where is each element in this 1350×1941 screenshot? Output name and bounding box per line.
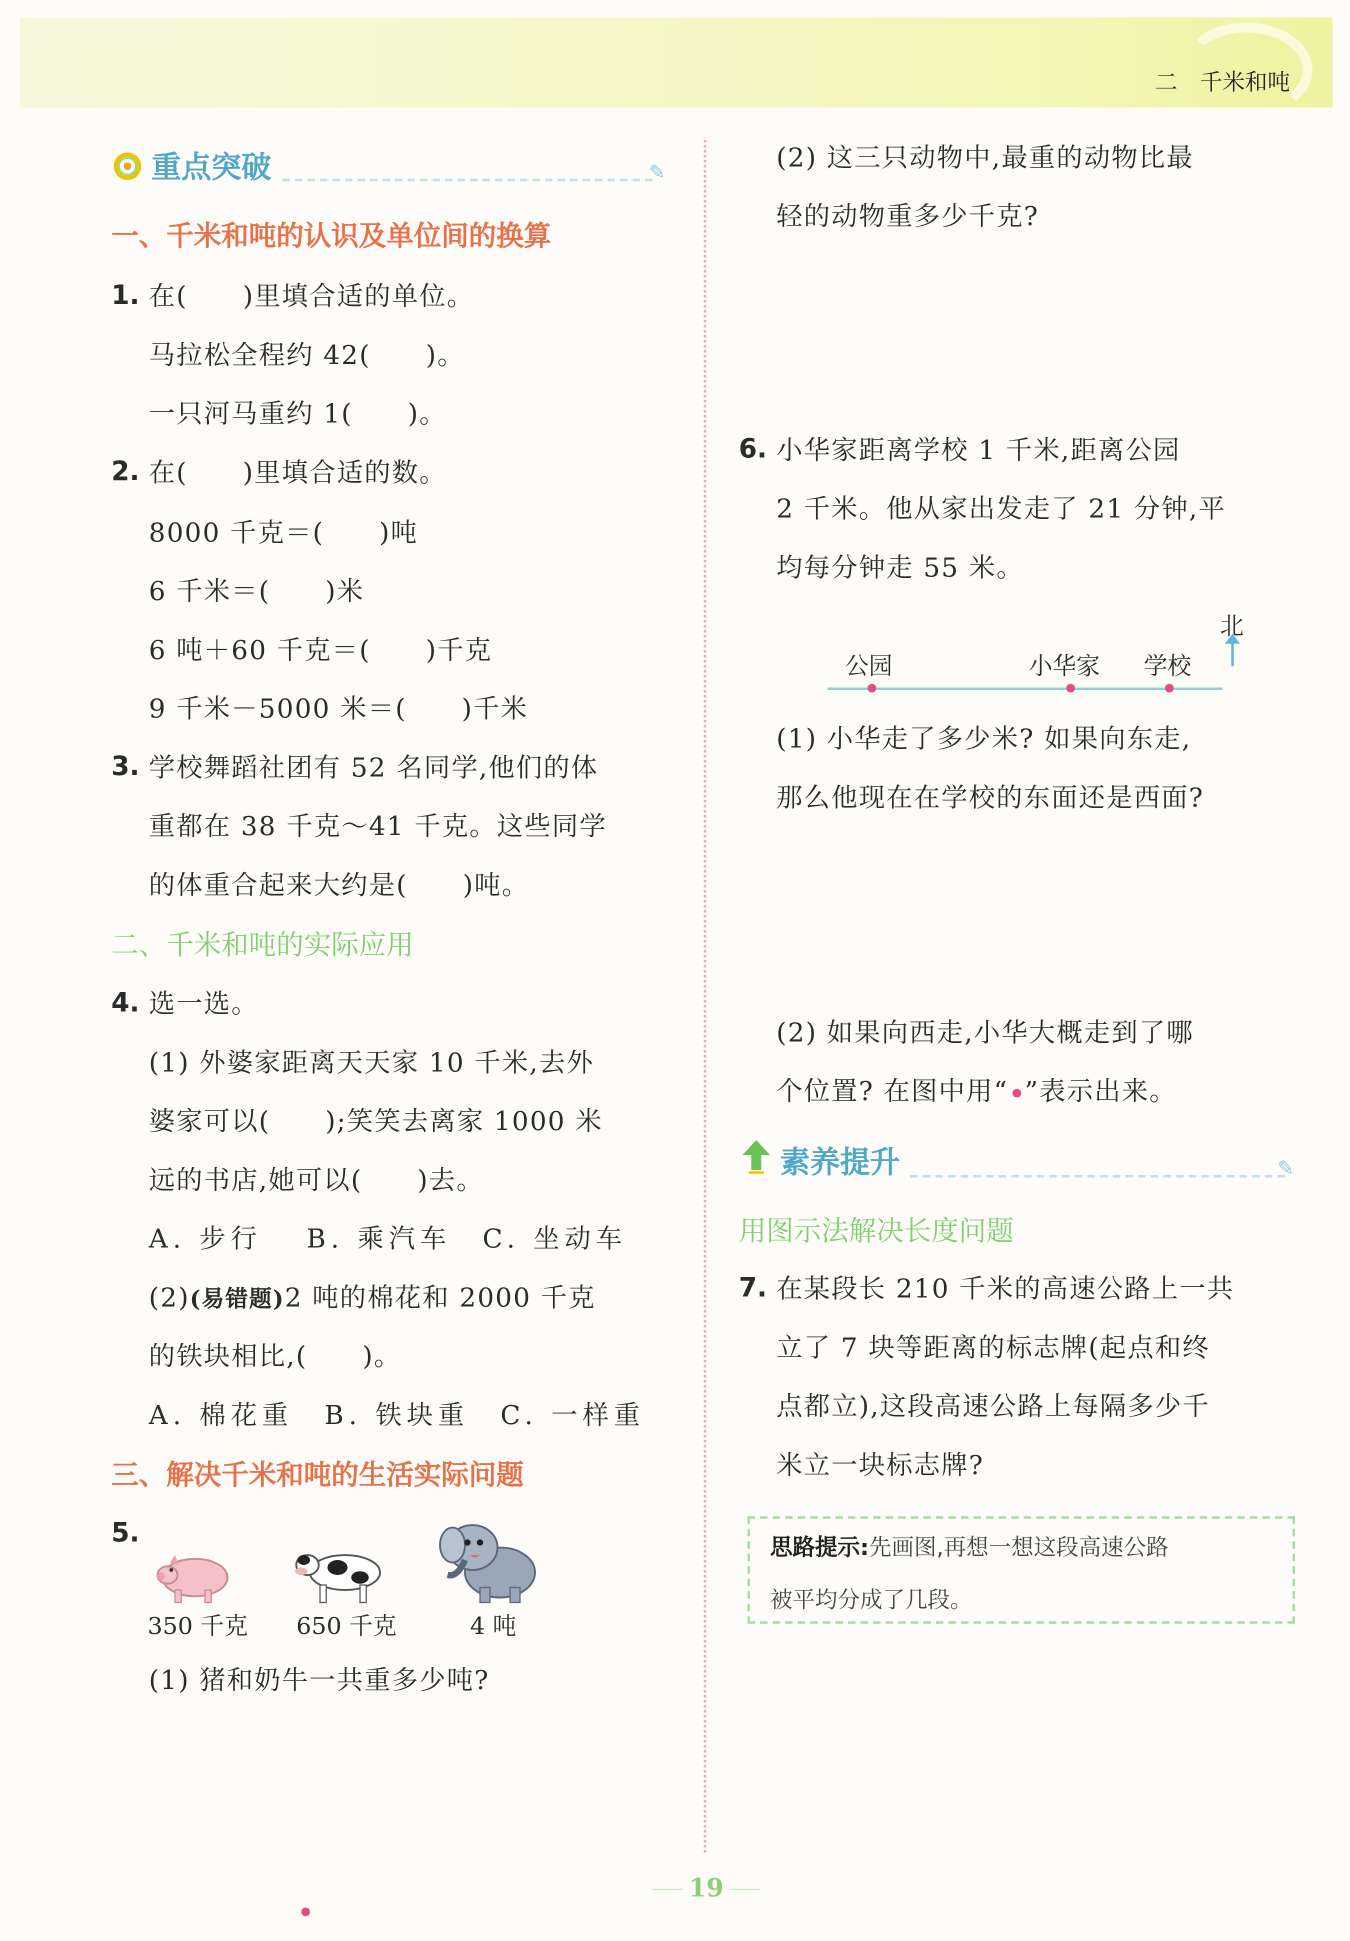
map-label-home: 小华家: [1028, 652, 1101, 680]
target-icon: [114, 153, 142, 181]
q5-part2-line-1: (2) 这三只动物中,最重的动物比最: [776, 142, 1194, 173]
question-number-2: 2.: [111, 456, 140, 487]
q3-line-1: 学校舞蹈社团有 52 名同学,他们的体: [148, 752, 599, 783]
map-dot-school: [1165, 684, 1174, 693]
q6-line-3: 均每分钟走 55 米。: [776, 552, 1024, 583]
q7-line-2: 立了 7 块等距离的标志牌(起点和终: [776, 1332, 1210, 1363]
question-number-1: 1.: [111, 280, 140, 310]
error-prone-tag: (易错题): [189, 1286, 285, 1313]
cow-icon: [293, 1540, 388, 1608]
pencil-icon: ✎: [648, 160, 666, 184]
subheading-2: 二、千米和吨的实际应用: [111, 930, 414, 962]
q6-line-1: 小华家距离学校 1 千米,距离公园: [776, 435, 1181, 465]
q7-line-3: 点都立),这段高速公路上每隔多少千: [776, 1391, 1210, 1422]
q6-part2-line-2: [776, 1071, 1177, 1109]
header-banner: [20, 18, 1333, 108]
q1-stem: 在( )里填合适的单位。: [148, 281, 475, 312]
elephant-icon: [438, 1515, 543, 1608]
question-number-4: 4.: [111, 987, 140, 1018]
q4-part1-line-1: (1) 外婆家距离天天家 10 千米,去外: [148, 1047, 594, 1078]
q2-item-d: 9 千米－5000 米＝( )千米: [148, 693, 529, 724]
q6-part1-line-1: (1) 小华走了多少米? 如果向东走,: [776, 723, 1192, 754]
question-number-5: 5.: [111, 1517, 140, 1548]
q1-item-a: 马拉松全程约 42( )。: [148, 340, 465, 370]
q3-line-2: 重都在 38 千克～41 千克。这些同学: [148, 811, 607, 842]
section-title-underline: [283, 179, 653, 182]
q4-part1-options: A. 步行 B. 乘汽车 C. 坐动车: [148, 1223, 628, 1254]
q5-part2-line-2: 轻的动物重多少千克?: [776, 201, 1040, 232]
marker-dot-icon: [1012, 1089, 1021, 1098]
q2-item-a: 8000 千克＝( )吨: [148, 517, 419, 548]
q4-part1-line-3: 远的书店,她可以( )去。: [148, 1165, 484, 1195]
q3-line-3: 的体重合起来大约是( )吨。: [148, 870, 530, 900]
map-label-school: 学校: [1143, 652, 1192, 680]
page-number-rule-right: [730, 1889, 760, 1890]
pig-weight: 350 千克: [147, 1612, 248, 1640]
q7-line-4: 米立一块标志牌?: [776, 1450, 985, 1480]
section-title-key-points: 重点突破: [151, 150, 272, 185]
q7-line-1: 在某段长 210 千米的高速公路上一共: [776, 1273, 1235, 1304]
q4-part2-line-2: 的铁块相比,( )。: [148, 1341, 402, 1372]
page-number: 19: [688, 1872, 724, 1903]
map-label-park: 公园: [845, 652, 893, 680]
q4-part2-text: 2 吨的棉花和 2000 千克: [284, 1282, 596, 1313]
q6-part2-text-a: 个位置? 在图中用“: [776, 1076, 1009, 1107]
subheading-diagram-method: 用图示法解决长度问题: [738, 1216, 1014, 1248]
q6-part2-text-b: ”表示出来。: [1024, 1076, 1177, 1107]
up-arrow-icon: [740, 1138, 773, 1176]
q2-item-c: 6 吨＋60 千克＝( )千克: [148, 635, 493, 665]
map-dot-park: [868, 684, 877, 693]
hint-label: 思路提示:: [770, 1535, 870, 1562]
column-divider: [704, 140, 707, 1853]
subheading-3: 三、解决千米和吨的生活实际问题: [111, 1460, 524, 1492]
map-line: [828, 688, 1223, 691]
page-corner-dot: [301, 1908, 310, 1917]
question-number-6: 6.: [738, 433, 767, 464]
cow-weight: 650 千克: [296, 1612, 397, 1640]
section-title-underline-2: [910, 1175, 1285, 1178]
q6-part1-line-2: 那么他现在在学校的东面还是西面?: [776, 782, 1205, 813]
hint-line-2: 被平均分成了几段。: [770, 1587, 973, 1614]
q4-stem: 选一选。: [148, 988, 259, 1019]
subheading-1: 一、千米和吨的认识及单位间的换算: [111, 221, 552, 253]
q2-item-b: 6 千米＝( )米: [148, 576, 365, 607]
q6-line-2: 2 千米。他从家出发走了 21 分钟,平: [776, 493, 1226, 524]
hint-line-1: [770, 1530, 1169, 1563]
north-label: 北: [1220, 612, 1244, 640]
elephant-weight: 4 吨: [470, 1612, 517, 1640]
q4-part2-prefix: (2): [148, 1282, 190, 1313]
pencil-icon-2: ✎: [1277, 1156, 1295, 1180]
pig-icon: [153, 1545, 236, 1605]
q4-part2-options: A. 棉花重 B. 铁块重 C. 一样重: [148, 1400, 645, 1430]
question-number-7: 7.: [738, 1272, 767, 1303]
q2-stem: 在( )里填合适的数。: [148, 457, 447, 488]
q4-part1-line-2: 婆家可以( );笑笑去离家 1000 米: [148, 1106, 603, 1137]
map-dot-home: [1066, 684, 1075, 693]
question-number-3: 3.: [111, 751, 140, 782]
north-arrow-icon: [1231, 639, 1234, 667]
hint-text-1: 先画图,再想一想这段高速公路: [869, 1535, 1169, 1562]
section-title-literacy: 素养提升: [780, 1145, 900, 1180]
chapter-title: 二 千米和吨: [1155, 70, 1290, 97]
q5-part1: (1) 猪和奶牛一共重多少吨?: [148, 1665, 490, 1695]
q4-part2-line-1: [149, 1278, 596, 1316]
q1-item-b: 一只河马重约 1( )。: [148, 398, 447, 429]
q6-part2-line-1: (2) 如果向西走,小华大概走到了哪: [776, 1017, 1194, 1048]
